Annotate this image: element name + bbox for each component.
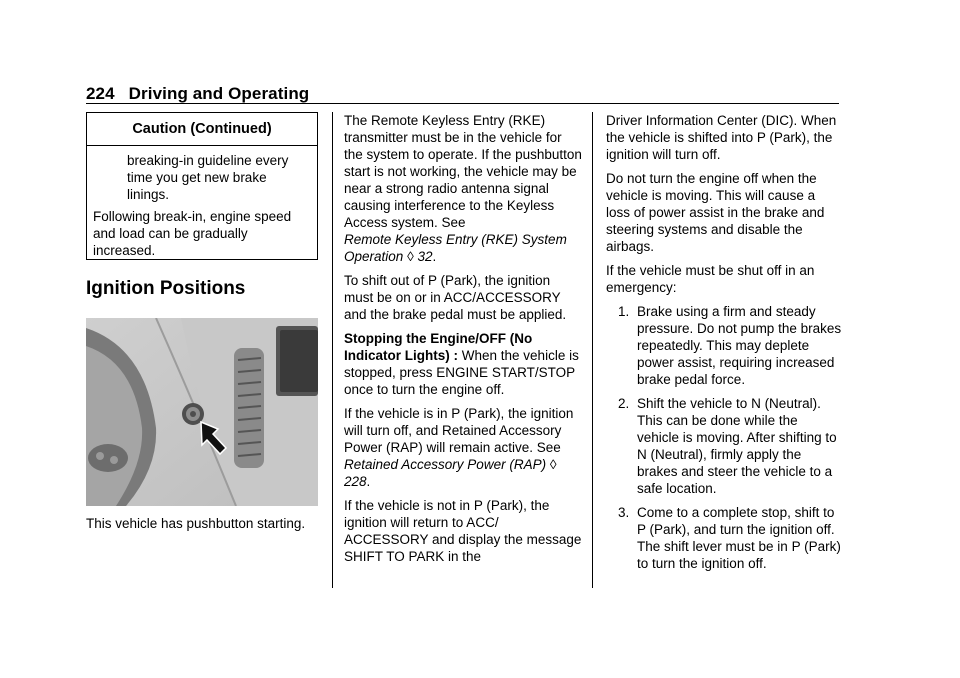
paragraph-moving: Do not turn the engine off when the vehicle is moving. This will cause a loss of power assist in the brake and steering systems and disable the airbags.: [606, 171, 825, 254]
stopping-heading: Stopping the Engine/OFF (No Indicator Lights) :: [344, 331, 533, 363]
page-header: [86, 84, 309, 104]
section-title: Ignition Positions: [86, 278, 246, 299]
paragraph-not-park: If the vehicle is not in P (Park), the ignition will return to ACC/ ACCESSORY and display the message SHIFT TO PARK in the: [344, 498, 582, 564]
caution-text: Following break-in, engine speed and load can be gradually increased.: [93, 209, 292, 258]
rap-reference-page[interactable]: 228: [344, 474, 367, 489]
list-item: 1. Brake using a firm and steady pressure. Do not pump the brakes repeatedly. This may deplete power assist, requiring increased brake pedal force.: [618, 304, 842, 387]
page-ref-symbol: ◊: [407, 249, 414, 264]
paragraph-emergency: If the vehicle must be shut off in an emergency:: [606, 263, 815, 295]
paragraph-shift: To shift out of P (Park), the ignition must be on or in ACC/ACCESSORY and the brake pedal must be applied.: [344, 273, 567, 322]
column-rule-1: [332, 112, 333, 588]
emergency-steps: [606, 303, 842, 572]
paragraph-stopping: Stopping the Engine/OFF (No Indicator Lights) : When the vehicle is stopped, press ENGINE START/STOP once to turn the engine off.: [344, 331, 579, 397]
photo-caption: This vehicle has pushbutton starting.: [86, 516, 306, 531]
caution-continued-text: breaking-in guideline every time you get new brake linings.: [127, 153, 289, 202]
paragraph-park: If the vehicle is in P (Park), the ignition will turn off, and Retained Accessory Power (RAP) will remain active. See Retained Accessory Power (RAP) ◊ 228.: [344, 406, 574, 489]
column-2: [344, 112, 582, 572]
paragraph-rke: The Remote Keyless Entry (RKE) transmitter must be in the vehicle for the system to operate. If the pushbutton start is not working, the vehicle may be near a strong radio antenna signal causing interference to the Keyless Access system. See Remote Keyless Entry (RKE) System Operation ◊ 32.: [344, 113, 582, 264]
caution-box: [86, 112, 318, 260]
rap-reference[interactable]: Retained Accessory Power (RAP): [344, 457, 547, 472]
column-rule-2: [592, 112, 593, 588]
list-item: 3. Come to a complete stop, shift to P (Park), and turn the ignition off. The shift lever must be in P (Park) to turn the ignition off.: [618, 505, 841, 571]
caution-title: Caution (Continued): [87, 113, 317, 146]
header-rule: [86, 103, 839, 104]
ignition-illustration: [86, 318, 318, 506]
paragraph-dic: Driver Information Center (DIC). When the vehicle is shifted into P (Park), the ignition will turn off.: [606, 113, 837, 162]
column-3: [606, 112, 842, 579]
ignition-photo: [86, 318, 318, 506]
page-ref-symbol: ◊: [549, 457, 557, 472]
list-item: 2. Shift the vehicle to N (Neutral). This can be done while the vehicle is moving. After shifting to N (Neutral), firmly apply the brakes and steer the vehicle to a safe location.: [618, 396, 837, 496]
rke-reference-page[interactable]: 32: [417, 249, 433, 264]
caution-body: [87, 146, 317, 259]
chapter-title: Driving and Operating: [128, 84, 310, 103]
rke-reference[interactable]: Remote Keyless Entry (RKE) System Operation: [344, 232, 567, 264]
page-number: 224: [86, 84, 115, 103]
